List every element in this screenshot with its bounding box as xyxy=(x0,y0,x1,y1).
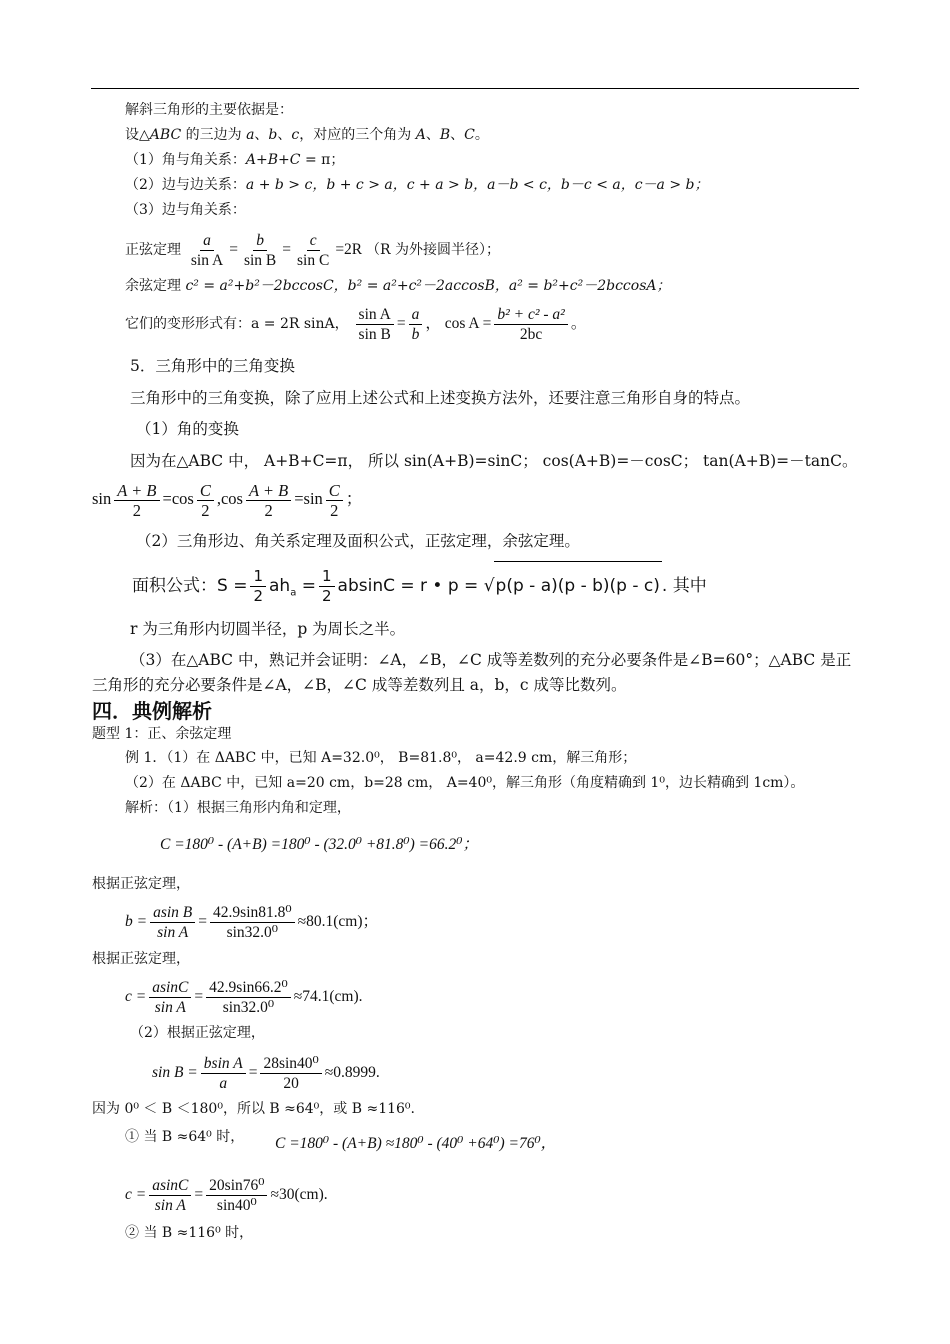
half-angle-formula: sin $\frac{A + B}{2}$ =cos $\frac{C}{2}$ ,cos $\frac{A + B}{2}$ =sin $\frac{C}{2}$ ； xyxy=(92,480,363,520)
para-angle-relation: （1）角与角关系：A+B+C = π； xyxy=(125,152,345,168)
formula-sin-b: sin B = $\frac{\text{bsin A}}{a}$ = $\frac{\text{28sin40⁰}}{20}$ ≈0.8999. xyxy=(152,1054,380,1092)
by-sine-law-2: 根据正弦定理， xyxy=(92,951,190,967)
by-sine-law-1: 根据正弦定理， xyxy=(92,876,190,892)
solution-intro: 解析：（1）根据三角形内角和定理， xyxy=(125,800,351,816)
angle-transform-text: 因为在△ABC 中， A+B+C=π， 所以 sin(A+B)=sinC； cos(A+B)=－cosC； tan(A+B)=－tanC。 xyxy=(130,452,858,470)
cosine-law: 余弦定理 c² = a²+b²－2bccosC，b² = a²+c²－2accosB，a² = b²+c²－2bccosA； xyxy=(125,278,671,294)
sine-law: 正弦定理 $\frac{a}{\text{sin A}}$ = $\frac{b}{\text{sin B}}$ = $\frac{c}{\text{sin C}}$ =2R （R 为外接圆半径）； xyxy=(125,231,501,269)
incircle-note: r 为三角形内切圆半径，p 为周长之半。 xyxy=(130,620,406,638)
para-side-relation: （2）边与边关系：a + b > c，b + c > a，c + a > b，a－b < c，b－c < a，c－a > b； xyxy=(125,177,709,193)
para-basis: 解斜三角形的主要依据是： xyxy=(125,102,293,118)
example-1-part-1: 例 1．（1）在 ΔABC 中，已知 A=32.0⁰， B=81.8⁰， a=42.9 cm，解三角形； xyxy=(125,750,637,766)
section-5-intro: 三角形中的三角变换，除了应用上述公式和上述变换方法外，还要注意三角形自身的特点。 xyxy=(130,389,751,407)
angle-b-range: 因为 0⁰ ＜ B ＜180⁰，所以 B ≈64⁰，或 B ≈116⁰. xyxy=(92,1101,415,1117)
formula-side-b: b = $\frac{\text{asin B}}{\text{sin A}}$ = $\frac{\text{42.9sin81.8⁰}}{\text{sin32.0⁰}}$ ≈80.1(cm)； xyxy=(125,903,378,941)
case-2-label: ② 当 B ≈116⁰ 时， xyxy=(125,1225,254,1241)
sequence-condition-1: （3）在△ABC 中，熟记并会证明：∠A，∠B，∠C 成等差数列的充分必要条件是∠B=60°；△ABC 是正 xyxy=(130,651,852,669)
section-4-heading: 四．典例解析 xyxy=(92,699,212,723)
sequence-condition-2: 三角形的充分必要条件是∠A，∠B，∠C 成等差数列且 a，b，c 成等比数列。 xyxy=(92,676,627,694)
solution-part-2: （2）根据正弦定理， xyxy=(130,1025,265,1041)
para-side-angle: （3）边与角关系： xyxy=(125,202,246,218)
case-1-angle-c: C =180⁰ - (A+B) ≈180⁰ - (40⁰ +64⁰) =76⁰， xyxy=(275,1135,557,1152)
case-1-label: ① 当 B ≈64⁰ 时， xyxy=(125,1129,245,1145)
angle-transform-title: （1）角的变换 xyxy=(136,420,239,438)
question-type-1: 题型 1：正、余弦定理 xyxy=(92,726,232,742)
variant-forms: 它们的变形形式有：a = 2R sinA， $\frac{\text{sin A}}{\text{sin B}}$ = $\frac{a}{b}$ ， cos A = $\frac{\text{b² + c² - a²}}{2bc}$ 。 xyxy=(125,305,587,343)
section-5-title: 5．三角形中的三角变换 xyxy=(130,357,295,375)
formula-side-c: c = $\frac{asinC}{\text{sin A}}$ = $\frac{\text{42.9sin66.2⁰}}{\text{sin32.0⁰}}$ ≈74.1(cm). xyxy=(125,978,363,1016)
header-rule xyxy=(91,88,859,89)
formula-angle-c: C =180⁰ - (A+B) =180⁰ - (32.0⁰ +81.8⁰) =66.2⁰； xyxy=(160,836,478,853)
formula-side-c-case-1: c = $\frac{asinC}{\text{sin A}}$ = $\frac{\text{20sin76⁰}}{\text{sin40⁰}}$ ≈30(cm). xyxy=(125,1176,328,1214)
example-1-part-2: （2）在 ΔABC 中，已知 a=20 cm，b=28 cm， A=40⁰，解三角形（角度精确到 1⁰，边长精确到 1cm）。 xyxy=(125,775,805,791)
area-formula: 面积公式：S = $\frac{1}{2}$ $ah_a$ = $\frac{1}{2}$ absinC = r • p = √p(p - a)(p - b)(p - c) . 其中 xyxy=(132,561,707,617)
para-triangle-def: 设△ABC 的三边为 a、b、c，对应的三个角为 A、B、C。 xyxy=(125,127,489,143)
theorems-title: （2）三角形边、角关系定理及面积公式，正弦定理，余弦定理。 xyxy=(136,532,580,550)
